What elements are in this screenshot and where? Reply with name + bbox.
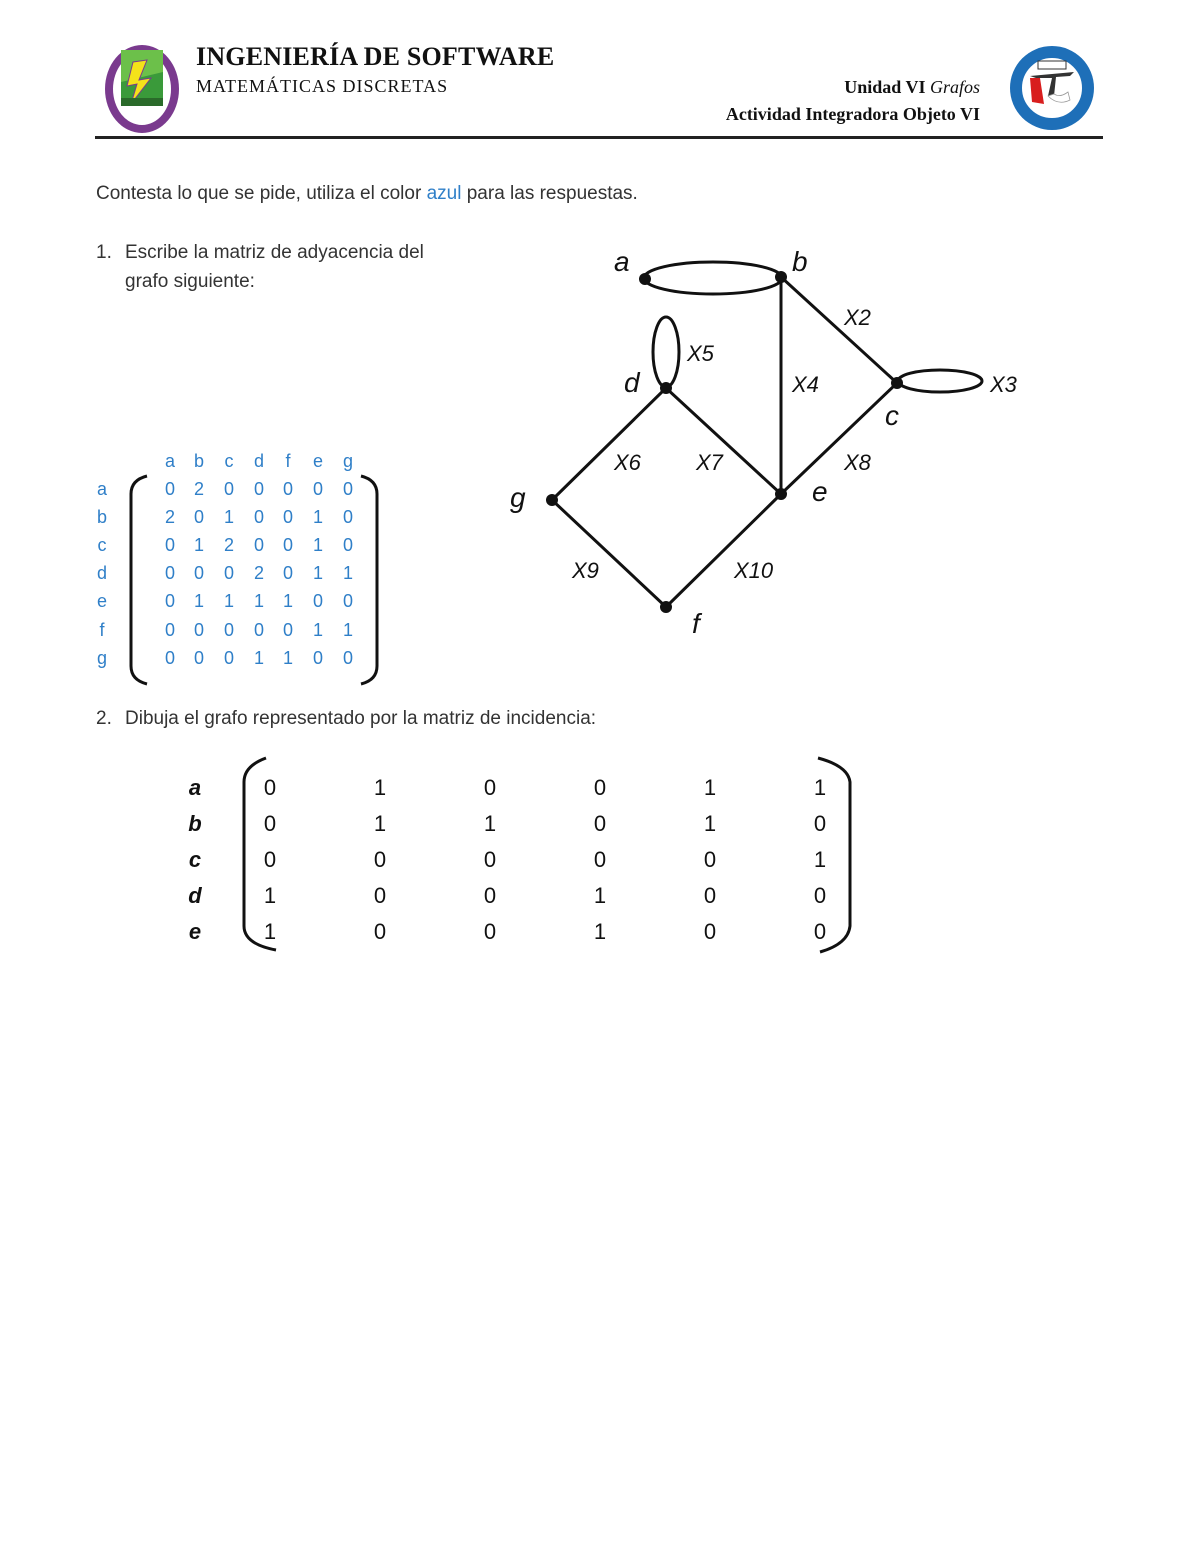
vertex-label: e bbox=[812, 476, 828, 507]
vertex-label: d bbox=[624, 367, 640, 398]
incidence-row-label: b bbox=[188, 811, 202, 836]
incidence-cell: 0 bbox=[263, 811, 277, 836]
adjacency-cell: 0 bbox=[193, 620, 204, 640]
question-1 bbox=[96, 238, 424, 296]
adjacency-row-label: c bbox=[97, 535, 107, 555]
incidence-cell: 0 bbox=[813, 811, 827, 836]
adjacency-row-label: g bbox=[96, 648, 107, 668]
adjacency-cell: 0 bbox=[342, 591, 353, 611]
adjacency-cell: 0 bbox=[223, 620, 234, 640]
question-2 bbox=[96, 704, 596, 733]
unit-prefix: Unidad VI bbox=[844, 77, 926, 97]
adjacency-brackets bbox=[125, 470, 390, 690]
edge-label: X3 bbox=[990, 372, 1017, 397]
header-divider bbox=[95, 136, 1103, 139]
adjacency-cell: 1 bbox=[282, 591, 293, 611]
incidence-cell: 1 bbox=[263, 919, 277, 944]
incidence-cell: 1 bbox=[373, 775, 387, 800]
incidence-cell: 0 bbox=[483, 847, 497, 872]
adjacency-column-header: e bbox=[312, 451, 323, 471]
adjacency-cell: 1 bbox=[253, 648, 264, 668]
adjacency-cell: 1 bbox=[223, 591, 234, 611]
adjacency-row-label: f bbox=[99, 620, 105, 640]
adjacency-column-header: b bbox=[193, 451, 204, 471]
adjacency-cell: 0 bbox=[253, 535, 264, 555]
adjacency-cell: 1 bbox=[312, 563, 323, 583]
adjacency-cell: 0 bbox=[223, 479, 234, 499]
incidence-cell: 1 bbox=[703, 811, 717, 836]
edge-label: X7 bbox=[696, 450, 723, 475]
adjacency-cell: 1 bbox=[312, 535, 323, 555]
instructions-highlight: azul bbox=[426, 183, 462, 204]
question-text-cont: grafo siguiente: bbox=[125, 271, 255, 292]
incidence-cell: 0 bbox=[263, 775, 277, 800]
adjacency-cell: 0 bbox=[253, 620, 264, 640]
incidence-cell: 0 bbox=[483, 883, 497, 908]
graph-figure bbox=[500, 235, 1040, 645]
question-text: Escribe la matriz de adyacencia del bbox=[125, 242, 424, 263]
adjacency-cell: 1 bbox=[253, 591, 264, 611]
vertex-label: f bbox=[692, 608, 700, 639]
adjacency-cell: 0 bbox=[282, 563, 293, 583]
adjacency-cell: 1 bbox=[223, 507, 234, 527]
adjacency-cell: 1 bbox=[312, 620, 323, 640]
edge-label: X2 bbox=[844, 305, 871, 330]
adjacency-column-header: f bbox=[285, 451, 291, 471]
instructions-text: Contesta lo que se pide, utiliza el color bbox=[96, 183, 422, 204]
edge-label: X8 bbox=[844, 450, 871, 475]
incidence-brackets bbox=[236, 752, 866, 957]
incidence-cell: 1 bbox=[813, 775, 827, 800]
unit-topic: Grafos bbox=[929, 77, 980, 97]
incidence-row-label: c bbox=[188, 847, 202, 872]
edge-label: X4 bbox=[792, 372, 819, 397]
incidence-cell: 0 bbox=[593, 847, 607, 872]
adjacency-cell: 0 bbox=[312, 479, 323, 499]
school-seal-logo bbox=[1008, 44, 1096, 132]
incidence-cell: 0 bbox=[703, 883, 717, 908]
document-title: INGENIERÍA DE SOFTWARE bbox=[196, 42, 555, 71]
question-number: 2. bbox=[96, 708, 112, 729]
incidence-cell: 0 bbox=[703, 919, 717, 944]
adjacency-cell: 0 bbox=[282, 507, 293, 527]
adjacency-cell: 0 bbox=[164, 648, 175, 668]
incidence-cell: 0 bbox=[373, 847, 387, 872]
adjacency-cell: 1 bbox=[193, 591, 204, 611]
instructions-text-end: para las respuestas. bbox=[466, 183, 638, 204]
incidence-cell: 0 bbox=[483, 919, 497, 944]
adjacency-column-header: a bbox=[164, 451, 175, 471]
edge-label: X5 bbox=[687, 341, 714, 366]
incidence-cell: 0 bbox=[373, 919, 387, 944]
adjacency-cell: 0 bbox=[164, 479, 175, 499]
incidence-cell: 1 bbox=[373, 811, 387, 836]
adjacency-cell: 0 bbox=[164, 535, 175, 555]
adjacency-cell: 0 bbox=[193, 507, 204, 527]
incidence-cell: 0 bbox=[703, 847, 717, 872]
instructions bbox=[96, 183, 638, 205]
adjacency-cell: 0 bbox=[282, 535, 293, 555]
adjacency-cell: 1 bbox=[342, 620, 353, 640]
edge-label: X10 bbox=[734, 558, 774, 583]
adjacency-cell: 0 bbox=[282, 479, 293, 499]
adjacency-cell: 0 bbox=[164, 563, 175, 583]
course-name: MATEMÁTICAS DISCRETAS bbox=[196, 76, 449, 96]
adjacency-cell: 0 bbox=[193, 648, 204, 668]
vertex-label: b bbox=[792, 246, 808, 277]
adjacency-cell: 1 bbox=[282, 648, 293, 668]
incidence-row-label: d bbox=[188, 883, 202, 908]
incidence-cell: 0 bbox=[373, 883, 387, 908]
question-text: Dibuja el grafo representado por la matriz de incidencia: bbox=[125, 708, 597, 729]
incidence-cell: 0 bbox=[593, 775, 607, 800]
adjacency-cell: 2 bbox=[164, 507, 175, 527]
adjacency-cell: 0 bbox=[342, 507, 353, 527]
adjacency-row-label: e bbox=[96, 591, 107, 611]
adjacency-cell: 0 bbox=[193, 563, 204, 583]
unit-label bbox=[844, 77, 980, 98]
incidence-row-label: e bbox=[188, 919, 202, 944]
incidence-cell: 0 bbox=[813, 883, 827, 908]
edge-label: X9 bbox=[572, 558, 599, 583]
adjacency-cell: 0 bbox=[223, 563, 234, 583]
adjacency-cell: 0 bbox=[164, 620, 175, 640]
incidence-row-label: a bbox=[188, 775, 202, 800]
adjacency-cell: 1 bbox=[342, 563, 353, 583]
incidence-cell: 1 bbox=[483, 811, 497, 836]
incidence-cell: 0 bbox=[813, 919, 827, 944]
adjacency-cell: 2 bbox=[193, 479, 204, 499]
incidence-cell: 1 bbox=[593, 919, 607, 944]
edge-label: X6 bbox=[614, 450, 641, 475]
adjacency-cell: 1 bbox=[312, 507, 323, 527]
activity-label: Actividad Integradora Objeto VI bbox=[725, 104, 980, 124]
vertex-label: a bbox=[614, 246, 630, 277]
adjacency-row-label: d bbox=[96, 563, 107, 583]
adjacency-cell: 0 bbox=[342, 479, 353, 499]
adjacency-cell: 0 bbox=[312, 591, 323, 611]
vertex-label: c bbox=[885, 400, 899, 431]
adjacency-cell: 2 bbox=[253, 563, 264, 583]
adjacency-cell: 2 bbox=[223, 535, 234, 555]
adjacency-cell: 0 bbox=[223, 648, 234, 668]
adjacency-cell: 0 bbox=[282, 620, 293, 640]
vertex-label: g bbox=[510, 482, 526, 513]
adjacency-cell: 1 bbox=[193, 535, 204, 555]
question-number: 1. bbox=[96, 242, 112, 263]
adjacency-cell: 0 bbox=[253, 479, 264, 499]
adjacency-cell: 0 bbox=[253, 507, 264, 527]
incidence-cell: 1 bbox=[593, 883, 607, 908]
incidence-cell: 1 bbox=[703, 775, 717, 800]
incidence-cell: 0 bbox=[263, 847, 277, 872]
university-logo bbox=[103, 42, 181, 136]
adjacency-column-header: g bbox=[342, 451, 353, 471]
adjacency-cell: 0 bbox=[342, 648, 353, 668]
adjacency-column-header: c bbox=[224, 451, 234, 471]
incidence-cell: 0 bbox=[483, 775, 497, 800]
adjacency-cell: 0 bbox=[164, 591, 175, 611]
adjacency-cell: 0 bbox=[312, 648, 323, 668]
incidence-cell: 1 bbox=[813, 847, 827, 872]
incidence-cell: 0 bbox=[593, 811, 607, 836]
adjacency-row-label: b bbox=[96, 507, 107, 527]
adjacency-cell: 0 bbox=[342, 535, 353, 555]
adjacency-column-header: d bbox=[253, 451, 264, 471]
incidence-cell: 1 bbox=[263, 883, 277, 908]
adjacency-row-label: a bbox=[96, 479, 107, 499]
